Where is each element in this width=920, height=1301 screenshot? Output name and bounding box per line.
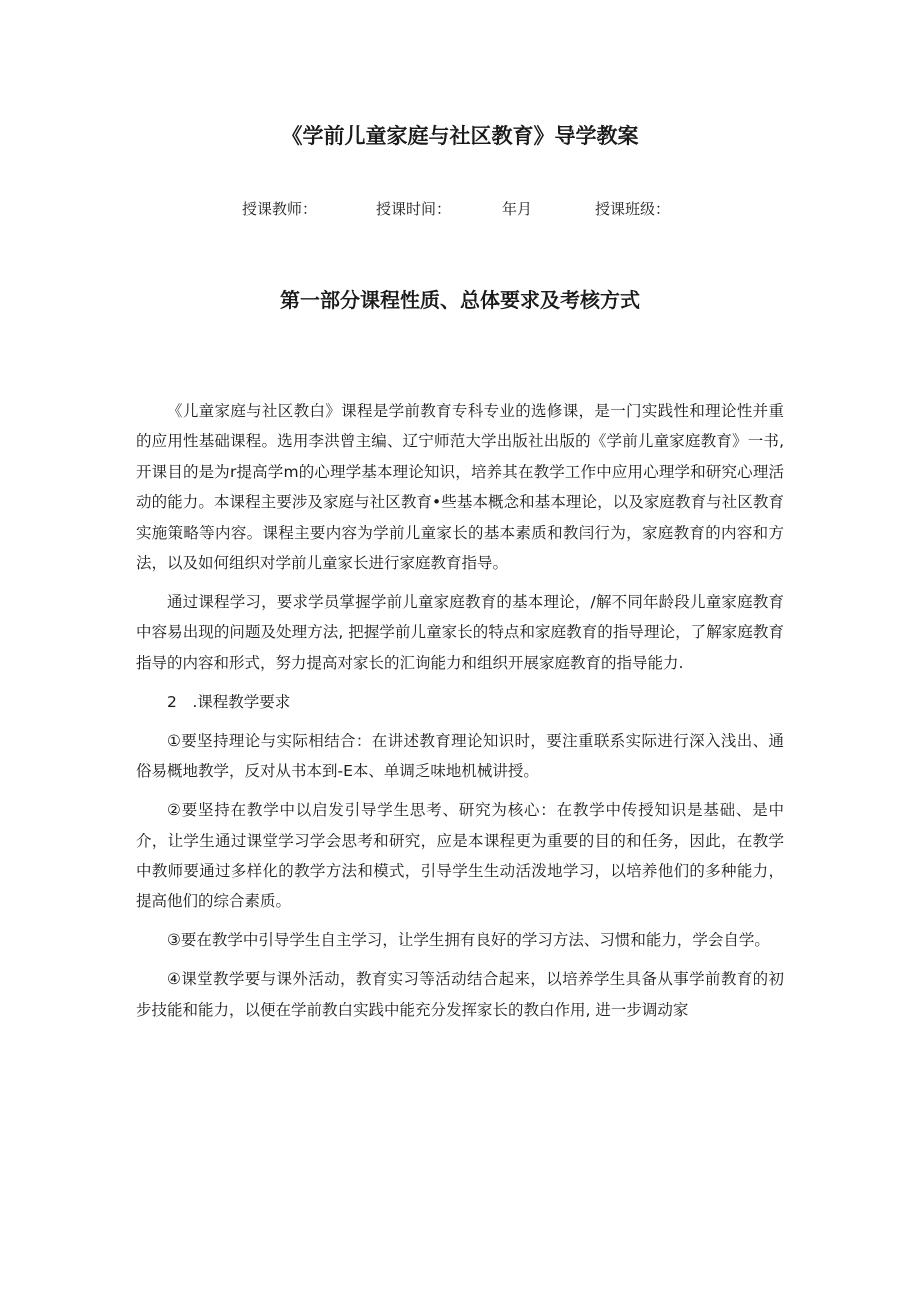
body-text xyxy=(136,396,784,1034)
time-label: 授课时间： xyxy=(376,200,452,218)
section-title: 第一部分课程性质、总体要求及考核方式 xyxy=(280,288,640,312)
date-label: 年月 xyxy=(502,200,533,218)
class-info-line xyxy=(0,198,920,222)
paragraph-requirement-3: ③要在教学中引导学生自主学习，让学生拥有良好的学习方法、习惯和能力，学会自学。 xyxy=(167,931,770,950)
paragraph-requirement-1: ①要坚持理论与实际相结合：在讲述教育理论知识时，要注重联系实际进行深入浅出、通俗易概地教学，反对从书本到-E本、单调乏味地机械讲授。 xyxy=(136,731,784,781)
paragraph-requirement-4: ④课堂教学要与课外活动，教育实习等活动结合起来，以培养学生具备从事学前教育的初步技能和能力，以便在学前教白实践中能充分发挥家长的教白作用, 进一步调动家 xyxy=(136,970,784,1019)
paragraph-course-nature: 《儿童家庭与社区教白》课程是学前教育专科专业的选修课，是一门实践性和理论性并重的应用性基础课程。选用李洪曾主编、辽宁师范大学出版社出版的《学前儿童家庭教育》一书, 开课目的是为r提高学m的心理学基本理论知识，培养其在教学工作中应用心理学和研究心理活动的能力。本课程主要涉及家庭与社区教育•些基本概念和基本理论，以及家庭教育与社区教育实施策略等内容。课程主要内容为学前儿童家长的基本素质和教闫行为，家庭教育的内容和方法，以及如何组织对学前儿童家长进行家庭教育指导。 xyxy=(136,402,784,573)
teacher-label: 授课教师： xyxy=(242,200,318,218)
paragraph-course-goals: 通过课程学习，要求学员掌握学前儿童家庭教育的基本理论，/解不同年龄段儿童家庭教育中容易出现的问题及处理方法, 把握学前儿童家长的特点和家庭教育的指导理论，了解家庭教育指导的内容和形式，努力提高对家长的汇询能力和组织开展家庭教育的指导能力. xyxy=(136,593,784,672)
subheading-teaching-requirements: 2 .课程教学要求 xyxy=(167,692,291,711)
class-label: 授课班级： xyxy=(595,200,671,218)
paragraph-requirement-2: ②要坚持在教学中以启发引导学生思考、研究为核心：在教学中传授知识是基础、是中介，让学生通过课堂学习学会思考和研究，应是本课程更为重要的目的和任务，因此，在教学中教师要通过多样化的教学方法和模式，引导学生生动活泼地学习，以培养他们的多种能力，提高他们的综合素质。 xyxy=(136,801,784,911)
document-title: 《学前儿童家庭与社区教育》导学教案 xyxy=(281,124,639,148)
